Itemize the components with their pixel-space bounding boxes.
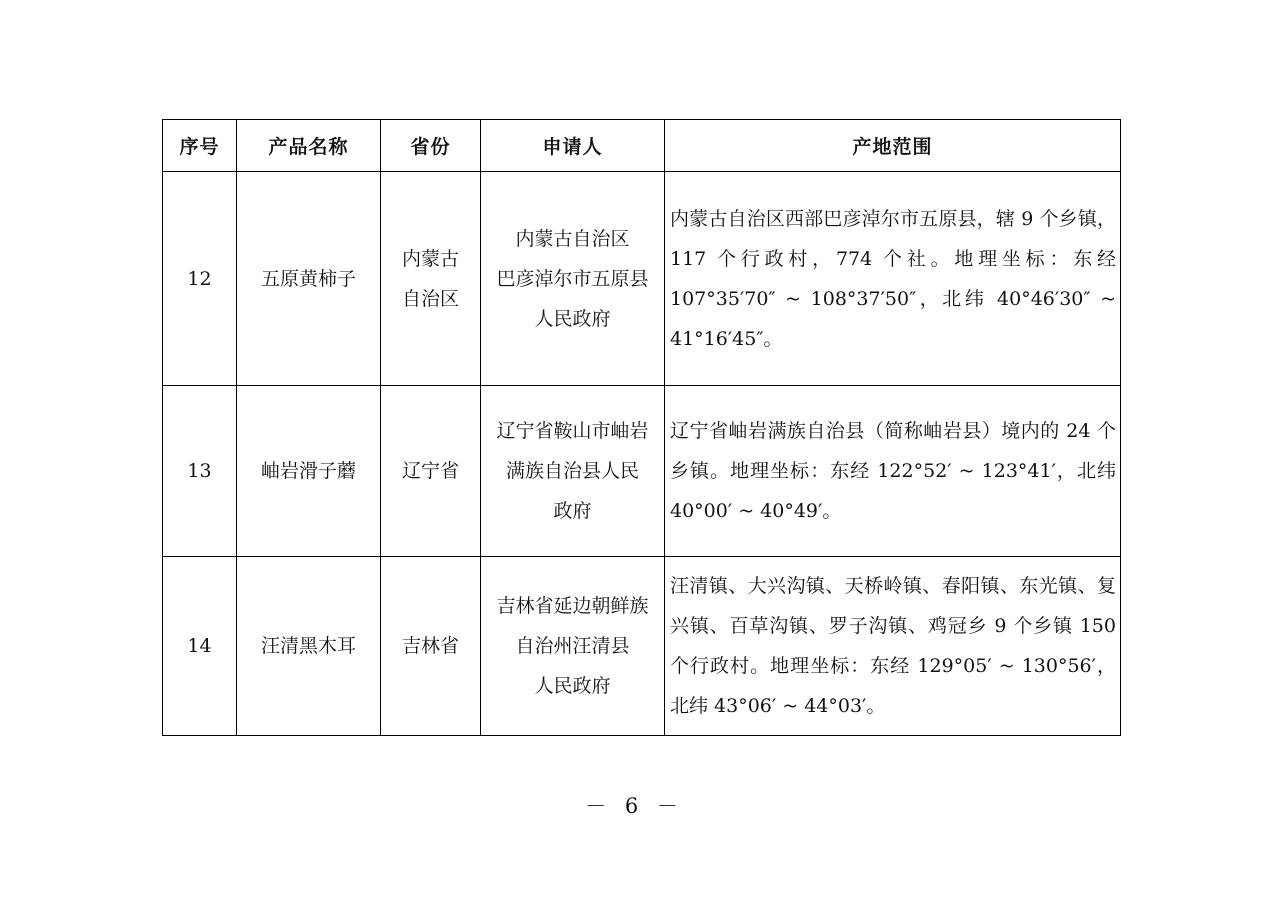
cell-province <box>381 557 481 736</box>
table-row <box>163 557 1121 736</box>
header-province: 省份 <box>381 120 481 172</box>
province-text: 内蒙古 自治区 <box>401 247 459 310</box>
table-header-row <box>163 120 1121 172</box>
header-product-name: 产品名称 <box>237 120 381 172</box>
cell-product-name: 汪清黑木耳 <box>237 557 381 736</box>
table-row <box>163 386 1121 557</box>
table-row <box>163 172 1121 386</box>
header-production-area: 产地范围 <box>665 120 1121 172</box>
cell-index: 13 <box>163 386 237 557</box>
cell-applicant <box>481 172 665 386</box>
cell-product-name: 五原黄柿子 <box>237 172 381 386</box>
province-text: 吉林省 <box>401 635 459 657</box>
page-number: － 6 － <box>585 794 684 818</box>
cell-province <box>381 386 481 557</box>
applicant-text: 辽宁省鞍山市岫岩 满族自治县人民 政府 <box>496 420 649 522</box>
cell-index: 12 <box>163 172 237 386</box>
geographical-indication-table <box>162 119 1121 736</box>
header-applicant: 申请人 <box>481 120 665 172</box>
cell-production-area: 内蒙古自治区西部巴彦淖尔市五原县，辖 9 个乡镇，117 个行政村，774 个社。地理坐标：东经 107°35′70″ ~ 108°37′50″，北纬 40°46′30″ ~ 41°16′45″。 <box>665 172 1121 386</box>
province-text: 辽宁省 <box>401 460 459 482</box>
cell-province <box>381 172 481 386</box>
cell-index: 14 <box>163 557 237 736</box>
applicant-text: 吉林省延边朝鲜族 自治州汪清县 人民政府 <box>496 595 649 697</box>
cell-production-area: 辽宁省岫岩满族自治县（简称岫岩县）境内的 24 个乡镇。地理坐标：东经 122°52′ ~ 123°41′，北纬 40°00′ ~ 40°49′。 <box>665 386 1121 557</box>
header-index: 序号 <box>163 120 237 172</box>
applicant-text: 内蒙古自治区 巴彦淖尔市五原县 人民政府 <box>496 227 649 330</box>
cell-product-name: 岫岩滑子蘑 <box>237 386 381 557</box>
cell-applicant <box>481 557 665 736</box>
cell-applicant <box>481 386 665 557</box>
cell-production-area: 汪清镇、大兴沟镇、天桥岭镇、春阳镇、东光镇、复兴镇、百草沟镇、罗子沟镇、鸡冠乡 9 个乡镇 150 个行政村。地理坐标：东经 129°05′ ~ 130°56′，北纬 43°06′ ~ 44°03′。 <box>665 557 1121 736</box>
